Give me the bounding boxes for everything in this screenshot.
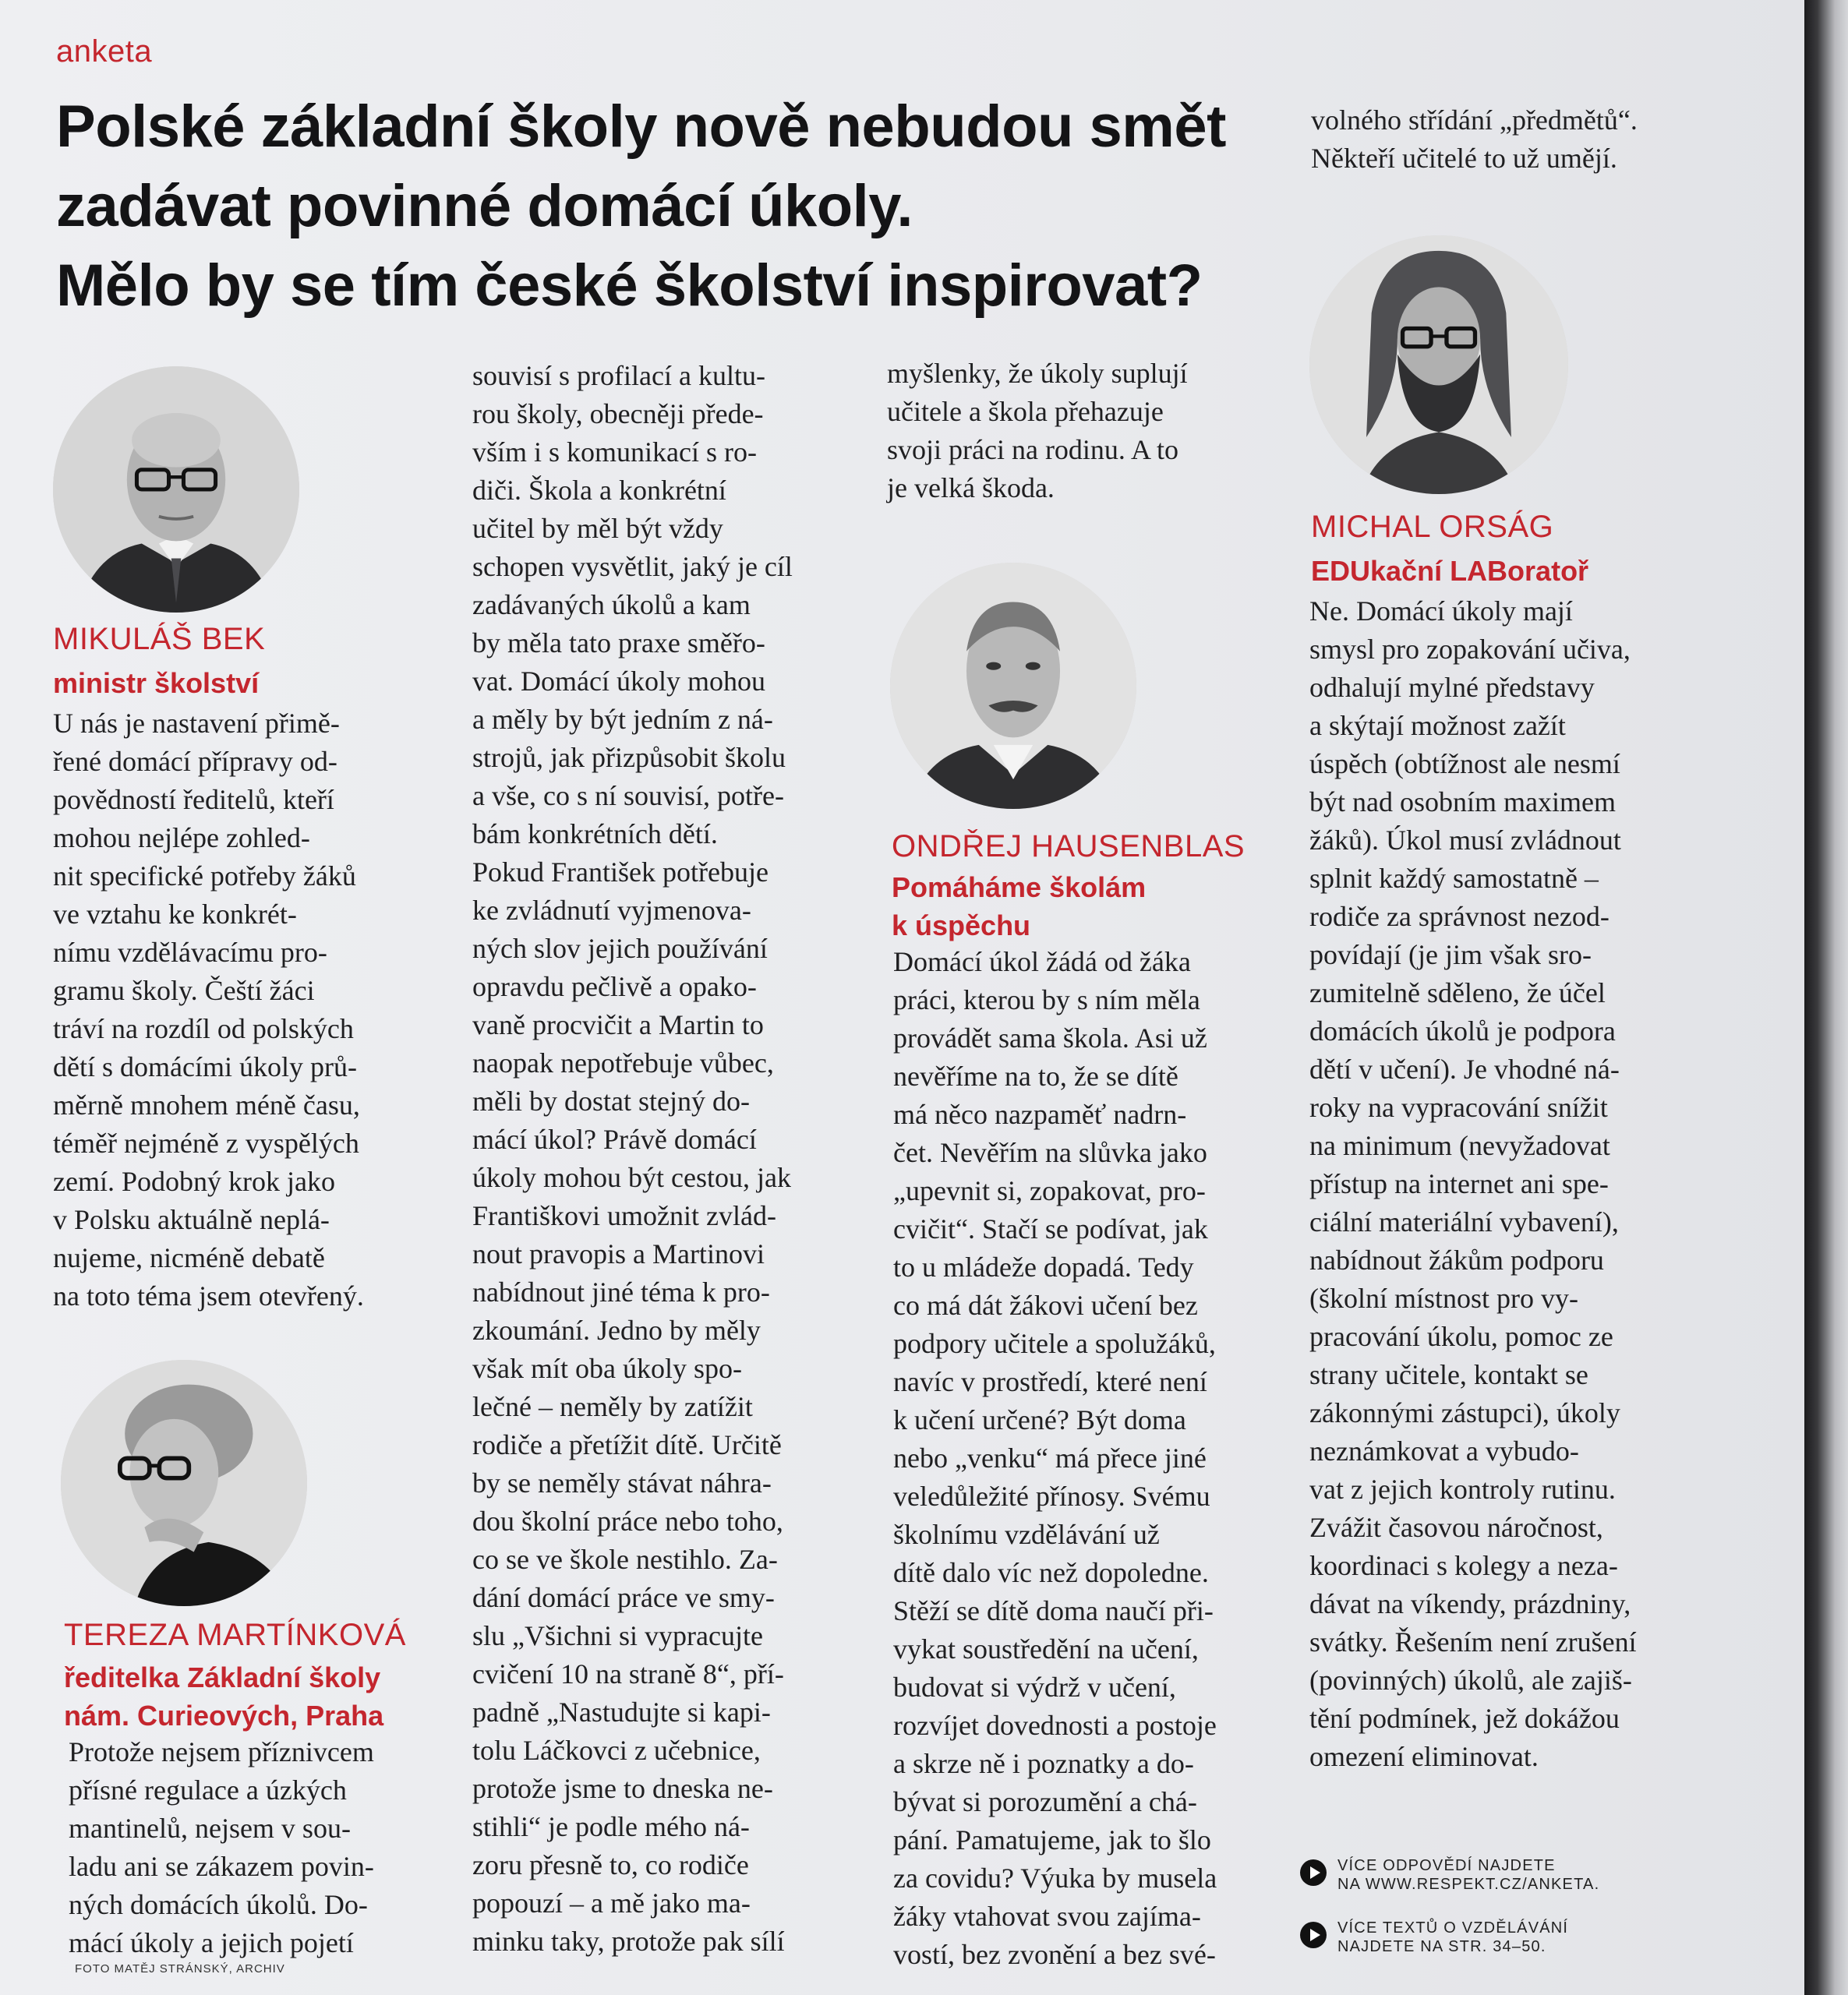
text-line: dětí s domácími úkoly prů- [53,1051,357,1082]
text-line: vat. Domácí úkoly mohou [472,666,765,697]
text-line: naopak nepotřebuje vůbec, [472,1047,774,1079]
headline [56,87,1272,326]
text-line: dání domácí práce ve smy- [472,1582,775,1613]
text-line: ladu ani se zákazem povin- [69,1851,374,1882]
text-line: svoji práci na rodinu. A to [887,434,1178,465]
text-line: být nad osobním maximem [1309,786,1616,817]
text-line: nímu vzdělávacímu pro- [53,937,327,968]
text-line: ných slov jejich používání [472,933,768,964]
respondent-role [892,868,1146,945]
text-line: zoru přesně to, co rodiče [472,1849,749,1880]
text-line: Zvážit časovou náročnost, [1309,1512,1603,1543]
text-line: nabídnout žákům podporu [1309,1245,1604,1276]
text-line: povědností ředitelů, kteří [53,784,334,815]
headline-line: Polské základní školy nově nebudou smět [56,94,1226,160]
text-line: mácí úkoly a jejich pojetí [69,1927,354,1958]
text-line: Někteří učitelé to už umějí. [1311,143,1617,174]
text-line: žáků). Úkol musí zvládnout [1309,824,1621,856]
text-line: školnímu vzdělávání už [893,1519,1160,1550]
respondent-role [64,1658,383,1735]
text-line: učitele a škola přehazuje [887,396,1164,427]
text-line: a vše, co s ní souvisí, potře- [472,780,784,811]
text-line: dětí v učení). Je vhodné ná- [1309,1054,1620,1085]
respondent-role-line: ředitelka Základní školy [64,1661,381,1693]
text-line: měli by dostat stejný do- [472,1086,750,1117]
text-line: bám konkrétních dětí. [472,818,718,849]
text-line: úspěch (obtížnost ale nesmí [1309,748,1620,779]
text-line: cvičení 10 na straně 8“, pří- [472,1658,784,1690]
text-line: slu „Všichni si vypracujte [472,1620,763,1651]
respondent-role [53,664,259,702]
text-line: práci, kterou by s ním měla [893,984,1200,1015]
headline-line: Mělo by se tím české školství inspirovat? [56,252,1203,319]
text-line: dou školní práce nebo toho, [472,1506,783,1537]
text-line: U nás je nastavení přimě- [53,708,340,739]
text-line: je velká škoda. [887,472,1055,503]
text-line: budovat si výdrž v učení, [893,1672,1176,1703]
text-line: ných domácích úkolů. Do- [69,1889,368,1920]
text-line: vaně procvičit a Martin to [472,1009,764,1040]
text-line: odhalují mylné představy [1309,672,1595,703]
text-line: v Polsku aktuálně neplá- [53,1204,330,1235]
answer-hausenblas-continued [1311,101,1638,178]
text-line: ciální materiální vybavení), [1309,1206,1619,1238]
text-line: podpory učitele a spolužáků, [893,1328,1216,1359]
answer-hausenblas [893,943,1217,1974]
text-line: by měla tato praxe směřo- [472,627,765,659]
text-line: vat z jejich kontroly rutinu. [1309,1474,1616,1505]
text-line: koordinaci s kolegy a neza- [1309,1550,1618,1581]
text-line: myšlenky, že úkoly suplují [887,358,1188,389]
text-line: má něco nazpaměť nadrn- [893,1099,1187,1130]
text-line: téměř nejméně z vyspělých [53,1128,359,1159]
text-line: tolu Láčkovci z učebnice, [472,1735,761,1766]
text-line: minku taky, protože pak sílí [472,1926,785,1957]
text-line: zkoumání. Jedno by měly [472,1315,761,1346]
answer-martinkova-continued [472,357,793,1961]
text-line: to u mládeže dopadá. Tedy [893,1252,1194,1283]
text-line: na toto téma jsem otevřený. [53,1280,364,1312]
text-line: Domácí úkol žádá od žáka [893,946,1191,977]
text-line: dávat na víkendy, prázdniny, [1309,1588,1631,1619]
play-arrow-icon [1300,1859,1327,1886]
text-line: padně „Nastudujte si kapi- [472,1697,771,1728]
tip-line: NA WWW.RESPEKT.CZ/ANKETA. [1337,1876,1600,1893]
text-line: volného střídání „předmětů“. [1311,104,1638,136]
text-line: co se ve škole nestihlo. Za- [472,1544,778,1575]
text-line: mantinelů, nejsem v sou- [69,1813,351,1844]
answer-martinkova-end [887,355,1188,507]
respondent-role-line: k úspěchu [892,909,1031,941]
text-line: bývat si porozumění a chá- [893,1786,1197,1817]
text-line: veledůležité přínosy. Svému [893,1481,1210,1512]
text-line: učitel by měl být vždy [472,513,723,544]
text-line: souvisí s profilací a kultu- [472,360,765,391]
text-line: nujeme, nicméně debatě [53,1242,325,1273]
text-line: smysl pro zopakování učiva, [1309,634,1631,665]
text-line: opravdu pečlivě a opako- [472,971,757,1002]
answer-bek [53,704,364,1315]
respondent-name: MIKULÁŠ BEK [53,622,266,656]
text-line: rodiče a přetížit dítě. Určitě [472,1429,782,1460]
tip-line: VÍCE ODPOVĚDÍ NAJDETE [1337,1857,1556,1874]
text-line: (povinných) úkolů, ale zajiš- [1309,1665,1632,1696]
text-line: provádět sama škola. Asi už [893,1022,1207,1054]
text-line: na minimum (nevyžadovat [1309,1130,1610,1161]
text-line: neznámkovat a vybudo- [1309,1435,1579,1467]
play-arrow-icon [1300,1922,1327,1948]
text-line: diči. Škola a konkrétní [472,475,726,506]
respondent-role-line: Pomáháme školám [892,871,1147,903]
text-line: mácí úkol? Právě domácí [472,1124,757,1155]
text-line: povídají (je jim však sro- [1309,939,1592,970]
text-line: nout pravopis a Martinovi [472,1238,765,1269]
respondent-role-line: EDUkační LABoratoř [1311,555,1589,587]
text-line: zadávaných úkolů a kam [472,589,751,620]
text-line: za covidu? Výuka by musela [893,1863,1217,1894]
page-gutter [1804,0,1848,1995]
text-line: by se neměly stávat náhra- [472,1467,772,1499]
tip-line: NAJDETE NA STR. 34–50. [1337,1938,1546,1955]
text-line: však mít oba úkoly spo- [472,1353,742,1384]
text-line: strany učitele, kontakt se [1309,1359,1588,1390]
tip-line: VÍCE TEXTŮ O VZDĚLÁVÁNÍ [1337,1919,1569,1937]
text-line: nabídnout jiné téma k pro- [472,1276,770,1308]
respondent-role [1311,552,1588,590]
text-line: pracování úkolu, pomoc ze [1309,1321,1613,1352]
photo-credit: FOTO MATĚJ STRÁNSKÝ, ARCHIV [75,1962,285,1976]
respondent-name: MICHAL ORSÁG [1311,510,1554,544]
text-line: lečné – neměly by zatížit [472,1391,753,1422]
text-line: pání. Pamatujeme, jak to šlo [893,1824,1211,1856]
text-line: tráví na rozdíl od polských [53,1013,354,1044]
text-line: stihli“ je podle mého ná- [472,1811,750,1842]
text-line: k učení určené? Být doma [893,1404,1186,1435]
more-answers-tip[interactable] [1300,1856,1599,1894]
headline-line: zadávat povinné domácí úkoly. [56,173,913,239]
text-line: Protože nejsem příznivcem [69,1736,374,1767]
text-line: přísné regulace a úzkých [69,1774,347,1806]
text-line: zemí. Podobný krok jako [53,1166,335,1197]
text-line: nevěříme na to, že se dítě [893,1061,1178,1092]
respondent-name: TEREZA MARTÍNKOVÁ [64,1618,406,1652]
text-line: strojů, jak přizpůsobit školu [472,742,786,773]
text-line: Pokud František potřebuje [472,856,769,888]
answer-martinkova [69,1733,374,1962]
text-line: co má dát žákovi učení bez [893,1290,1198,1321]
text-line: řené domácí přípravy od- [53,746,337,777]
more-education-tip[interactable] [1300,1919,1568,1956]
text-line: a měly by být jedním z ná- [472,704,773,735]
text-line: a skrze ně i poznatky a do- [893,1748,1194,1779]
text-line: vším i s komunikací s ro- [472,436,757,468]
portrait-bek-icon [53,366,299,613]
text-line: rozvíjet dovednosti a postoje [893,1710,1217,1741]
text-line: úkoly mohou být cestou, jak [472,1162,791,1193]
text-line: cvičit“. Stačí se podívat, jak [893,1213,1208,1245]
text-line: Ne. Domácí úkoly mají [1309,595,1573,627]
section-label: anketa [56,34,153,69]
text-line: zákonnými zástupci), úkoly [1309,1397,1620,1428]
text-line: nit specifické potřeby žáků [53,860,356,892]
text-line: roky na vypracování snížit [1309,1092,1608,1123]
text-line: gramu školy. Čeští žáci [53,975,315,1006]
text-line: měrně mnohem méně času, [53,1089,360,1121]
text-line: domácích úkolů je podpora [1309,1015,1616,1047]
text-line: svátky. Řešením není zrušení [1309,1626,1637,1658]
text-line: zumitelně sděleno, že účel [1309,977,1606,1008]
text-line: přístup na internet ani spe- [1309,1168,1609,1199]
text-line: schopen vysvětlit, jaký je cíl [472,551,793,582]
text-line: tění podmínek, jež dokážou [1309,1703,1620,1734]
respondent-role-line: nám. Curieových, Praha [64,1700,384,1732]
text-line: navíc v prostředí, které není [893,1366,1207,1397]
portrait-martinkova-icon [61,1360,307,1606]
text-line: protože jsme to dneska ne- [472,1773,773,1804]
text-line: rodiče za správnost nezod- [1309,901,1609,932]
portrait-hausenblas-icon [890,563,1136,809]
text-line: „upevnit si, zopakovat, pro- [893,1175,1206,1206]
text-line: vykat soustředění na učení, [893,1633,1199,1665]
text-line: Františkovi umožnit zvlád- [472,1200,776,1231]
text-line: omezení eliminovat. [1309,1741,1539,1772]
text-line: ve vztahu ke konkrét- [53,899,297,930]
text-line: mohou nejlépe zohled- [53,822,310,853]
text-line: vostí, bez zvonění a bez své- [893,1939,1216,1970]
text-line: splnit každý samostatně – [1309,863,1599,894]
text-line: čet. Nevěřím na slůvka jako [893,1137,1207,1168]
text-line: rou školy, obecněji přede- [472,398,764,429]
respondent-name: ONDŘEJ HAUSENBLAS [892,829,1246,863]
text-line: popouzí – a mě jako ma- [472,1887,751,1919]
text-line: a skýtají možnost zažít [1309,710,1566,741]
answer-orsag [1309,592,1637,1776]
respondent-role-line: ministr školství [53,667,260,699]
text-line: žáky vtahovat svou zajíma- [893,1901,1201,1932]
text-line: Stěží se dítě doma naučí při- [893,1595,1214,1626]
text-line: nebo „venku“ má přece jiné [893,1442,1207,1474]
text-line: ke zvládnutí vyjmenova- [472,895,751,926]
text-line: dítě dalo víc než dopoledne. [893,1557,1209,1588]
text-line: (školní místnost pro vy- [1309,1283,1579,1314]
portrait-orsag-icon [1309,235,1568,494]
